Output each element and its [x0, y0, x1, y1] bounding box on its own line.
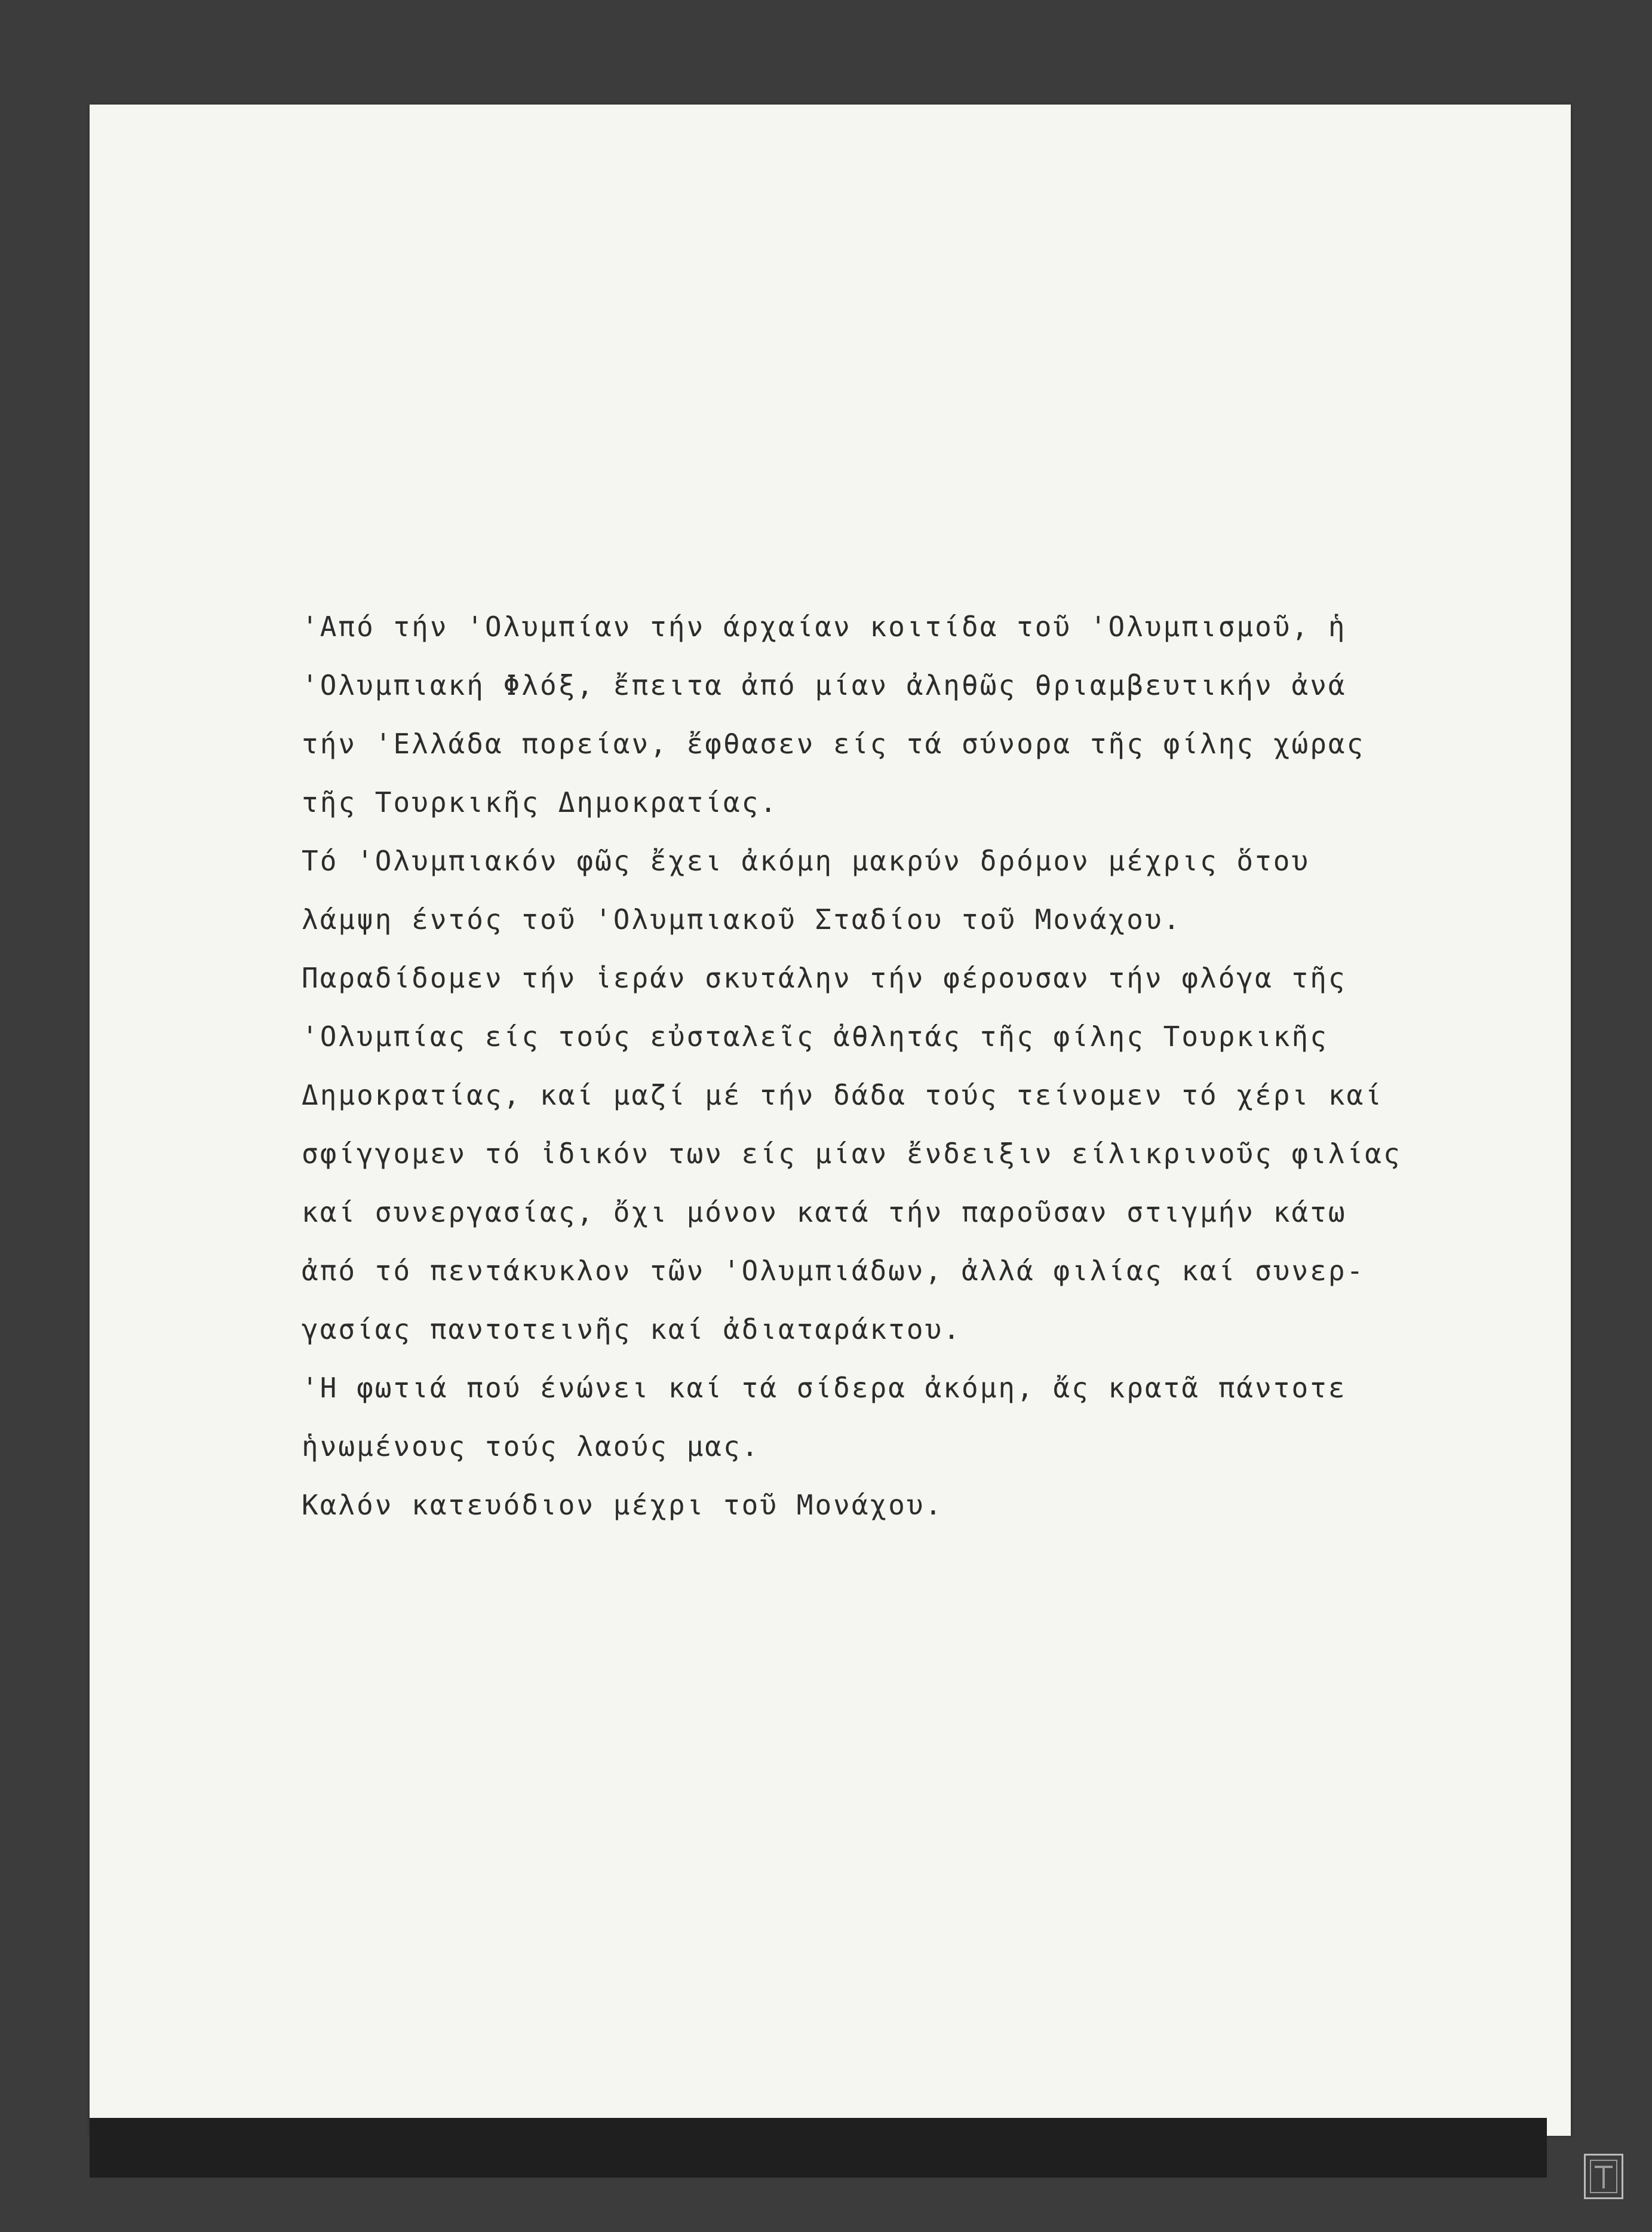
text-line: 'Ολυμπιακή Φλόξ, ἔπειτα ἀπό μίαν ἀληθῶς θριαμβευτικήν ἀνά [302, 669, 1347, 701]
scan-bottom-edge [90, 2118, 1547, 2178]
text-line: ἀπό τό πεντάκυκλον τῶν 'Ολυμπιάδων, ἀλλά φιλίας καί συνερ- [302, 1255, 1365, 1287]
text-line: καί συνεργασίας, ὄχι μόνον κατά τήν παροῦσαν στιγμήν κάτω [302, 1196, 1347, 1228]
stamp-mark-icon [1590, 2160, 1617, 2193]
text-line: Παραδίδομεν τήν ἱεράν σκυτάλην τήν φέρουσαν τήν φλόγα τῆς [302, 962, 1347, 994]
text-line: γασίας παντοτεινῆς καί ἀδιαταράκτου. [302, 1313, 962, 1345]
text-line: τήν 'Ελλάδα πορείαν, ἔφθασεν είς τά σύνορα τῆς φίλης χώρας [302, 728, 1365, 760]
text-line: Τό 'Ολυμπιακόν φῶς ἔχει ἀκόμη μακρύν δρόμον μέχρις ὅτου [302, 845, 1310, 877]
text-line: σφίγγομεν τό ἰδικόν των είς μίαν ἔνδειξιν είλικρινοῦς φιλίας [302, 1138, 1402, 1170]
text-line: Δημοκρατίας, καί μαζί μέ τήν δάδα τούς τείνομεν τό χέρι καί [302, 1079, 1383, 1111]
text-line: 'Η φωτιά πού ένώνει καί τά σίδερα ἀκόμη, ἄς κρατᾶ πάντοτε [302, 1372, 1347, 1404]
typed-text-body [302, 597, 1436, 1534]
text-line: 'Ολυμπίας είς τούς εὐσταλεῖς ἀθλητάς τῆς φίλης Τουρκικῆς [302, 1020, 1328, 1053]
archive-stamp-icon [1584, 2154, 1623, 2199]
text-line: 'Από τήν 'Ολυμπίαν τήν άρχαίαν κοιτίδα τοῦ 'Ολυμπισμοῦ, ἡ [302, 611, 1347, 643]
text-line: ἡνωμένους τούς λαούς μας. [302, 1430, 760, 1463]
text-line: τῆς Τουρκικῆς Δημοκρατίας. [302, 786, 779, 818]
text-line: Καλόν κατευόδιον μέχρι τοῦ Μονάχου. [302, 1489, 944, 1521]
text-line: λάμψη έντός τοῦ 'Ολυμπιακοῦ Σταδίου τοῦ Μονάχου. [302, 903, 1182, 936]
